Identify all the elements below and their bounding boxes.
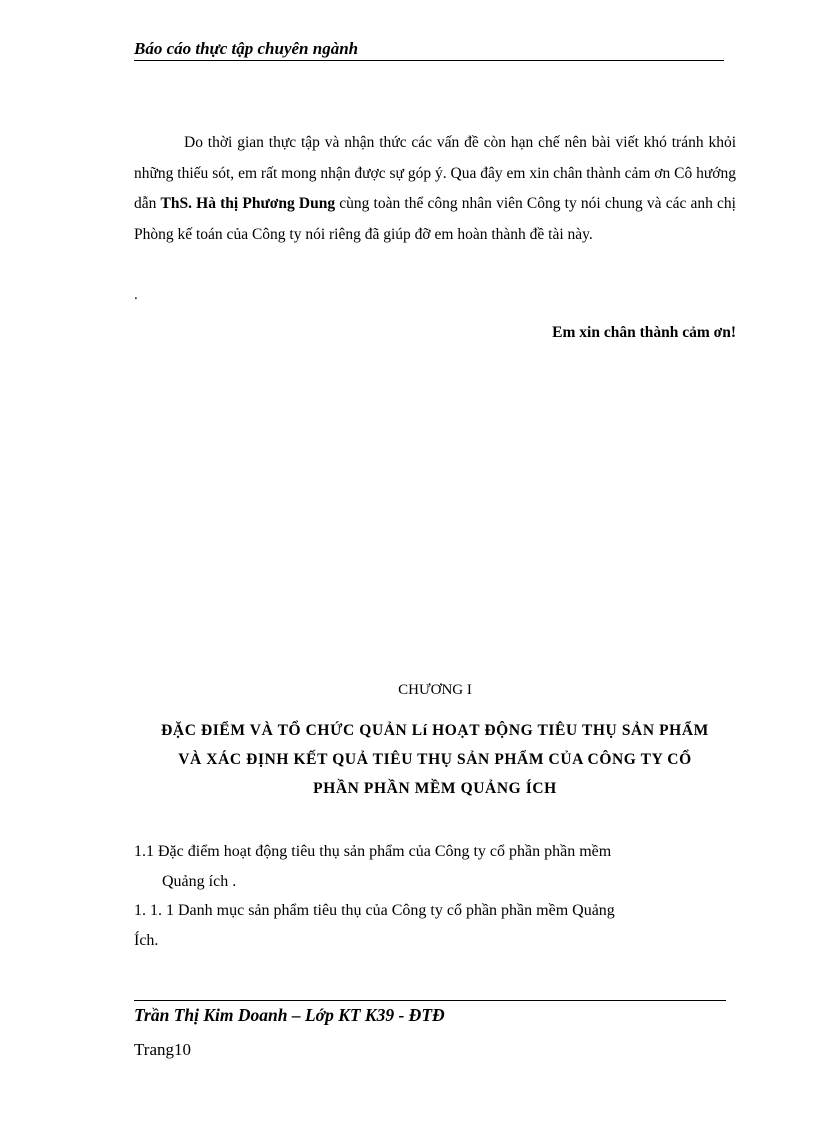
section-1-1-1-heading xyxy=(134,896,714,955)
chapter-title-line-2: VÀ XÁC ĐỊNH KẾT QUẢ TIÊU THỤ SẢN PHẨM CỦA CÔNG TY CỔ xyxy=(178,751,692,768)
chapter-label: CHƯƠNG I xyxy=(398,682,472,698)
acknowledgment-paragraph xyxy=(134,128,736,250)
footer-divider xyxy=(134,1000,726,1001)
section-1-1-line-2: Quảng ích . xyxy=(162,872,237,890)
section-1-1-heading xyxy=(134,837,714,896)
chapter-title xyxy=(134,716,736,803)
closing-thanks: Em xin chân thành cảm ơn! xyxy=(552,324,736,341)
acknowledgment-text-after: cùng toàn thể công nhân viên Công ty nói chung và các anh chị Phòng kế toán của Công ty nói riêng đã giúp đỡ em hoàn thành đề tài này. xyxy=(134,195,736,243)
section-1-1-1-line-1: 1. 1. 1 Danh mục sản phẩm tiêu thụ của Công ty cổ phần phần mềm Quảng xyxy=(134,902,615,919)
footer-author: Trần Thị Kim Doanh – Lớp KT K39 - ĐTĐ xyxy=(134,1005,445,1025)
page-number: Trang10 xyxy=(134,1040,191,1059)
chapter-title-line-1: ĐẶC ĐIỂM VÀ TỔ CHỨC QUẢN Lí HOẠT ĐỘNG TIÊU THỤ SẢN PHẨM xyxy=(161,722,709,739)
header-title: Báo cáo thực tập chuyên ngành xyxy=(134,39,359,58)
chapter-title-line-3: PHẦN PHẦN MỀM QUẢNG ÍCH xyxy=(313,780,557,797)
acknowledgment-text-before: Do thời gian thực tập và nhận thức các vấn đề còn hạn chế nên bài viết khó tránh khỏi những thiếu sót, em rất mong nhận được sự góp ý. Qua đây em xin chân thành cảm ơn Cô hướng dẫn xyxy=(134,134,736,212)
page-header xyxy=(134,38,724,61)
stray-mark: . xyxy=(134,287,138,303)
supervisor-name: ThS. Hà thị Phương Dung xyxy=(160,195,336,212)
section-1-1-line-1: 1.1 Đặc điểm hoạt động tiêu thụ sản phẩm của Công ty cổ phần phần mềm xyxy=(134,843,612,860)
section-1-1-1-line-2: Ích. xyxy=(134,931,159,949)
